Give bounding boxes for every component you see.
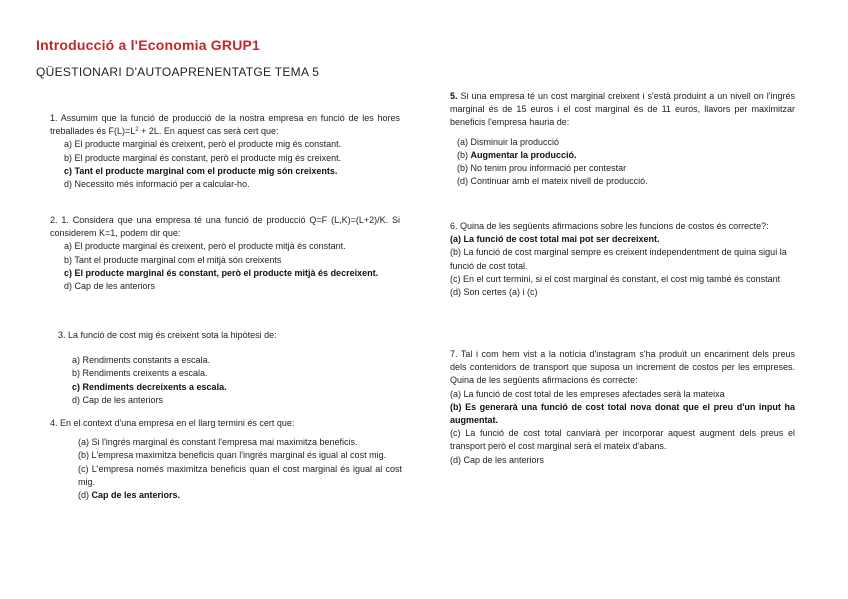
question-3 bbox=[58, 329, 400, 407]
question-1-option-a: a) El producte marginal és creixent, però el producte mig és constant. bbox=[64, 139, 342, 150]
question-7-option-d: (d) Cap de les anteriors bbox=[450, 454, 545, 465]
question-5-stem bbox=[450, 90, 795, 130]
question-3-stem: 3. La funció de cost mig és creixent sota la hipòtesi de: bbox=[58, 330, 277, 340]
question-1-stem bbox=[50, 112, 400, 138]
question-4-stem: 4. En el context d'una empresa en el llarg termini és cert que: bbox=[50, 418, 295, 428]
question-7-stem: 7. Tal i com hem vist a la notícia d'instagram s'ha produït un encariment dels preus dels contenidors de transport que suposa un increment de costos per les empreses. Quina de les següents afirmacions és correcte: bbox=[450, 349, 795, 386]
question-2-option-d: d) Cap de les anteriors bbox=[64, 281, 156, 292]
question-4-option-d-prefix: (d) bbox=[78, 490, 92, 501]
question-6-option-a: (a) La funció de cost total mai pot ser decreixent. bbox=[450, 234, 660, 245]
question-3-option-c: c) Rendiments decreixents a escala. bbox=[72, 381, 227, 392]
question-6 bbox=[450, 220, 795, 299]
question-6-option-d: (d) Son certes (a) i (c) bbox=[450, 287, 538, 298]
question-1 bbox=[50, 112, 400, 191]
question-3-option-d: d) Cap de les anteriors bbox=[72, 394, 164, 405]
question-3-option-a: a) Rendiments constants a escala. bbox=[72, 355, 211, 366]
question-2-option-b: b) Tant el producte marginal com el mitjà són creixents bbox=[64, 254, 282, 265]
question-7-option-b: (b) Es generarà una funció de cost total nova donat que el preu d'un input ha augmentat. bbox=[450, 401, 795, 426]
question-1-exponent: 2 bbox=[135, 127, 139, 134]
question-2-option-c: c) El producte marginal és constant, però el producte mitjà és decreixent. bbox=[64, 267, 379, 278]
document-subtitle: QÜESTIONARI D'AUTOAPRENENTATGE TEMA 5 bbox=[36, 65, 320, 79]
question-5-option-c: (b) No tenim prou informació per contestar bbox=[457, 163, 627, 174]
question-4-option-d-text: Cap de les anteriors. bbox=[91, 490, 181, 501]
question-2-option-a: a) El producte marginal és creixent, però el producte mitjà és constant. bbox=[64, 241, 346, 252]
question-6-option-b: (b) La funció de cost marginal sempre es creixent independentment de quina sigui la funció de cost total. bbox=[450, 247, 787, 271]
document-title: Introducció a l'Economia GRUP1 bbox=[36, 37, 261, 53]
question-4-option-d bbox=[78, 489, 402, 502]
question-5-option-b-text: Augmentar la producció. bbox=[470, 149, 577, 160]
question-3-option-b: b) Rendiments creixents a escala. bbox=[72, 368, 208, 379]
question-5 bbox=[450, 90, 795, 188]
question-1-stem-text: 1. Assumim que la funció de producció de la nostra empresa en funció de les hores treballades és F(L)=L bbox=[50, 113, 400, 137]
question-6-stem: 6. Quina de les següents afirmacions sobre les funcions de costos és correcte?: bbox=[450, 221, 769, 231]
question-2 bbox=[50, 214, 400, 293]
question-5-option-d: (d) Continuar amb el mateix nivell de producció. bbox=[457, 176, 648, 187]
question-4-option-a: (a) Si l'ingrés marginal és constant l'empresa mai maximitza beneficis. bbox=[78, 437, 358, 448]
question-1-stem-end: + 2L. En aquest cas serà cert que: bbox=[138, 126, 279, 137]
question-1-option-c: c) Tant el producte marginal com el producte mig són creixents. bbox=[64, 165, 338, 176]
question-7-option-c: (c) La funció de cost total canviarà per incorporar aquest augment dels preus el transport però el cost marginal serà el mateix d'abans. bbox=[450, 428, 795, 452]
question-4-option-b: (b) L'empresa maximitza beneficis quan l'ingrés marginal és igual al cost mig. bbox=[78, 450, 387, 461]
question-5-option-a: (a) Disminuir la producció bbox=[457, 136, 560, 147]
question-5-stem-text: Si una empresa té un cost marginal creixent i s'està produint a un nivell on l'ingrés marginal és de 15 euros i el cost marginal és de 11 euros, llavors per maximitzar beneficis l'empresa hauria de: bbox=[450, 91, 795, 128]
question-2-stem: 2. 1. Considera que una empresa té una funció de producció Q=F (L,K)=(L+2)/K. Si considerem K=1, podem dir que: bbox=[50, 215, 400, 239]
question-7 bbox=[450, 348, 795, 467]
question-4-option-c: (c) L'empresa només maximitza beneficis quan el cost marginal és igual al cost mig. bbox=[78, 463, 402, 487]
question-4 bbox=[50, 417, 402, 502]
question-6-option-c: (c) En el curt termini, si el cost marginal és constant, el cost mig també és constant bbox=[450, 273, 781, 284]
question-5-option-b bbox=[457, 149, 795, 162]
question-1-option-d: d) Necessito més informació per a calcular-ho. bbox=[64, 179, 250, 190]
question-7-option-a: (a) La funció de cost total de les empreses afectades serà la mateixa bbox=[450, 388, 725, 399]
question-1-option-b: b) El producte marginal és constant, però el producte mig és creixent. bbox=[64, 152, 342, 163]
question-5-number: 5. bbox=[450, 91, 458, 101]
question-5-option-b-prefix: (b) bbox=[457, 149, 471, 160]
